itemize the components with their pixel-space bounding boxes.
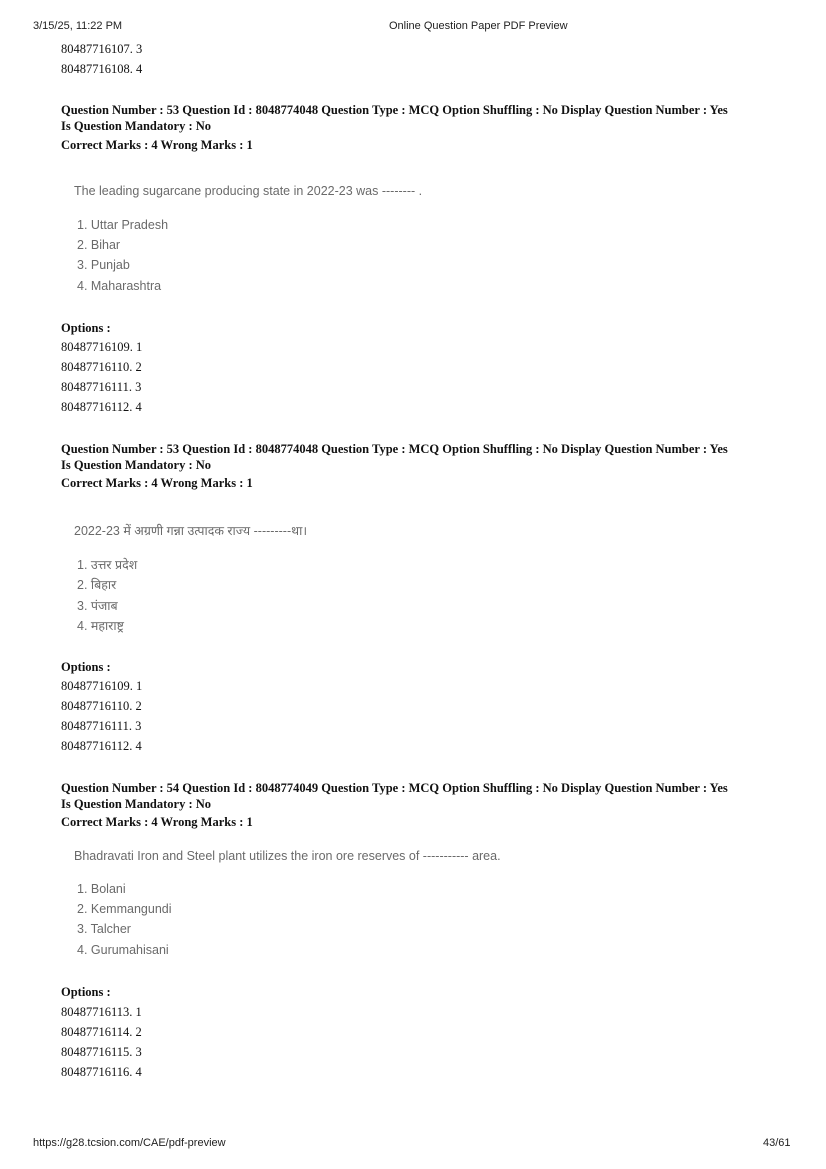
choice-item: 3. Talcher [77,922,131,936]
option-line: 80487716111. 3 [61,719,142,733]
choice-item: 1. Bolani [77,882,126,896]
question-mandatory: Is Question Mandatory : No [61,119,212,133]
choice-item: 1. Uttar Pradesh [77,218,169,232]
option-line: 80487716107. 3 [61,42,143,56]
choice-item: 4. महाराष्ट्र [77,619,124,633]
option-line: 80487716114. 2 [61,1025,142,1039]
question-marks: Correct Marks : 4 Wrong Marks : 1 [61,138,253,152]
question-mandatory: Is Question Mandatory : No [61,458,212,472]
options-label: Options : [61,321,111,335]
question-mandatory: Is Question Mandatory : No [61,797,212,811]
option-line: 80487716115. 3 [61,1045,142,1059]
choice-item: 4. Maharashtra [77,279,162,293]
option-line: 80487716111. 3 [61,380,142,394]
choice-item: 1. उत्तर प्रदेश [77,558,138,572]
question-text: The leading sugarcane producing state in 2022-23 was -------- . [74,184,423,198]
page-number: 43/61 [763,1137,791,1149]
option-line: 80487716112. 4 [61,400,142,414]
option-line: 80487716110. 2 [61,699,142,713]
choice-item: 3. Punjab [77,258,130,272]
option-line: 80487716110. 2 [61,360,142,374]
option-line: 80487716116. 4 [61,1065,142,1079]
question-marks: Correct Marks : 4 Wrong Marks : 1 [61,815,253,829]
print-url: https://g28.tcsion.com/CAE/pdf-preview [33,1137,226,1149]
question-meta: Question Number : 54 Question Id : 8048774049 Question Type : MCQ Option Shuffling : No Display Question Number : Yes [61,781,728,795]
question-text: 2022-23 में अग्रणी गन्ना उत्पादक राज्य ---------था। [74,524,308,538]
question-text: Bhadravati Iron and Steel plant utilizes the iron ore reserves of ----------- area. [74,849,501,863]
print-datetime: 3/15/25, 11:22 PM [33,20,123,32]
option-line: 80487716109. 1 [61,340,143,354]
print-title: Online Question Paper PDF Preview [389,20,568,32]
option-line: 80487716108. 4 [61,62,143,76]
option-line: 80487716109. 1 [61,679,143,693]
option-line: 80487716112. 4 [61,739,142,753]
option-line: 80487716113. 1 [61,1005,142,1019]
choice-item: 3. पंजाब [77,599,118,613]
question-meta: Question Number : 53 Question Id : 8048774048 Question Type : MCQ Option Shuffling : No Display Question Number : Yes [61,103,728,117]
choice-item: 4. Gurumahisani [77,943,169,957]
choice-item: 2. Kemmangundi [77,902,172,916]
options-label: Options : [61,660,111,674]
choice-item: 2. Bihar [77,238,121,252]
choice-item: 2. बिहार [77,578,117,592]
options-label: Options : [61,985,111,999]
question-meta: Question Number : 53 Question Id : 8048774048 Question Type : MCQ Option Shuffling : No Display Question Number : Yes [61,442,728,456]
question-marks: Correct Marks : 4 Wrong Marks : 1 [61,476,253,490]
